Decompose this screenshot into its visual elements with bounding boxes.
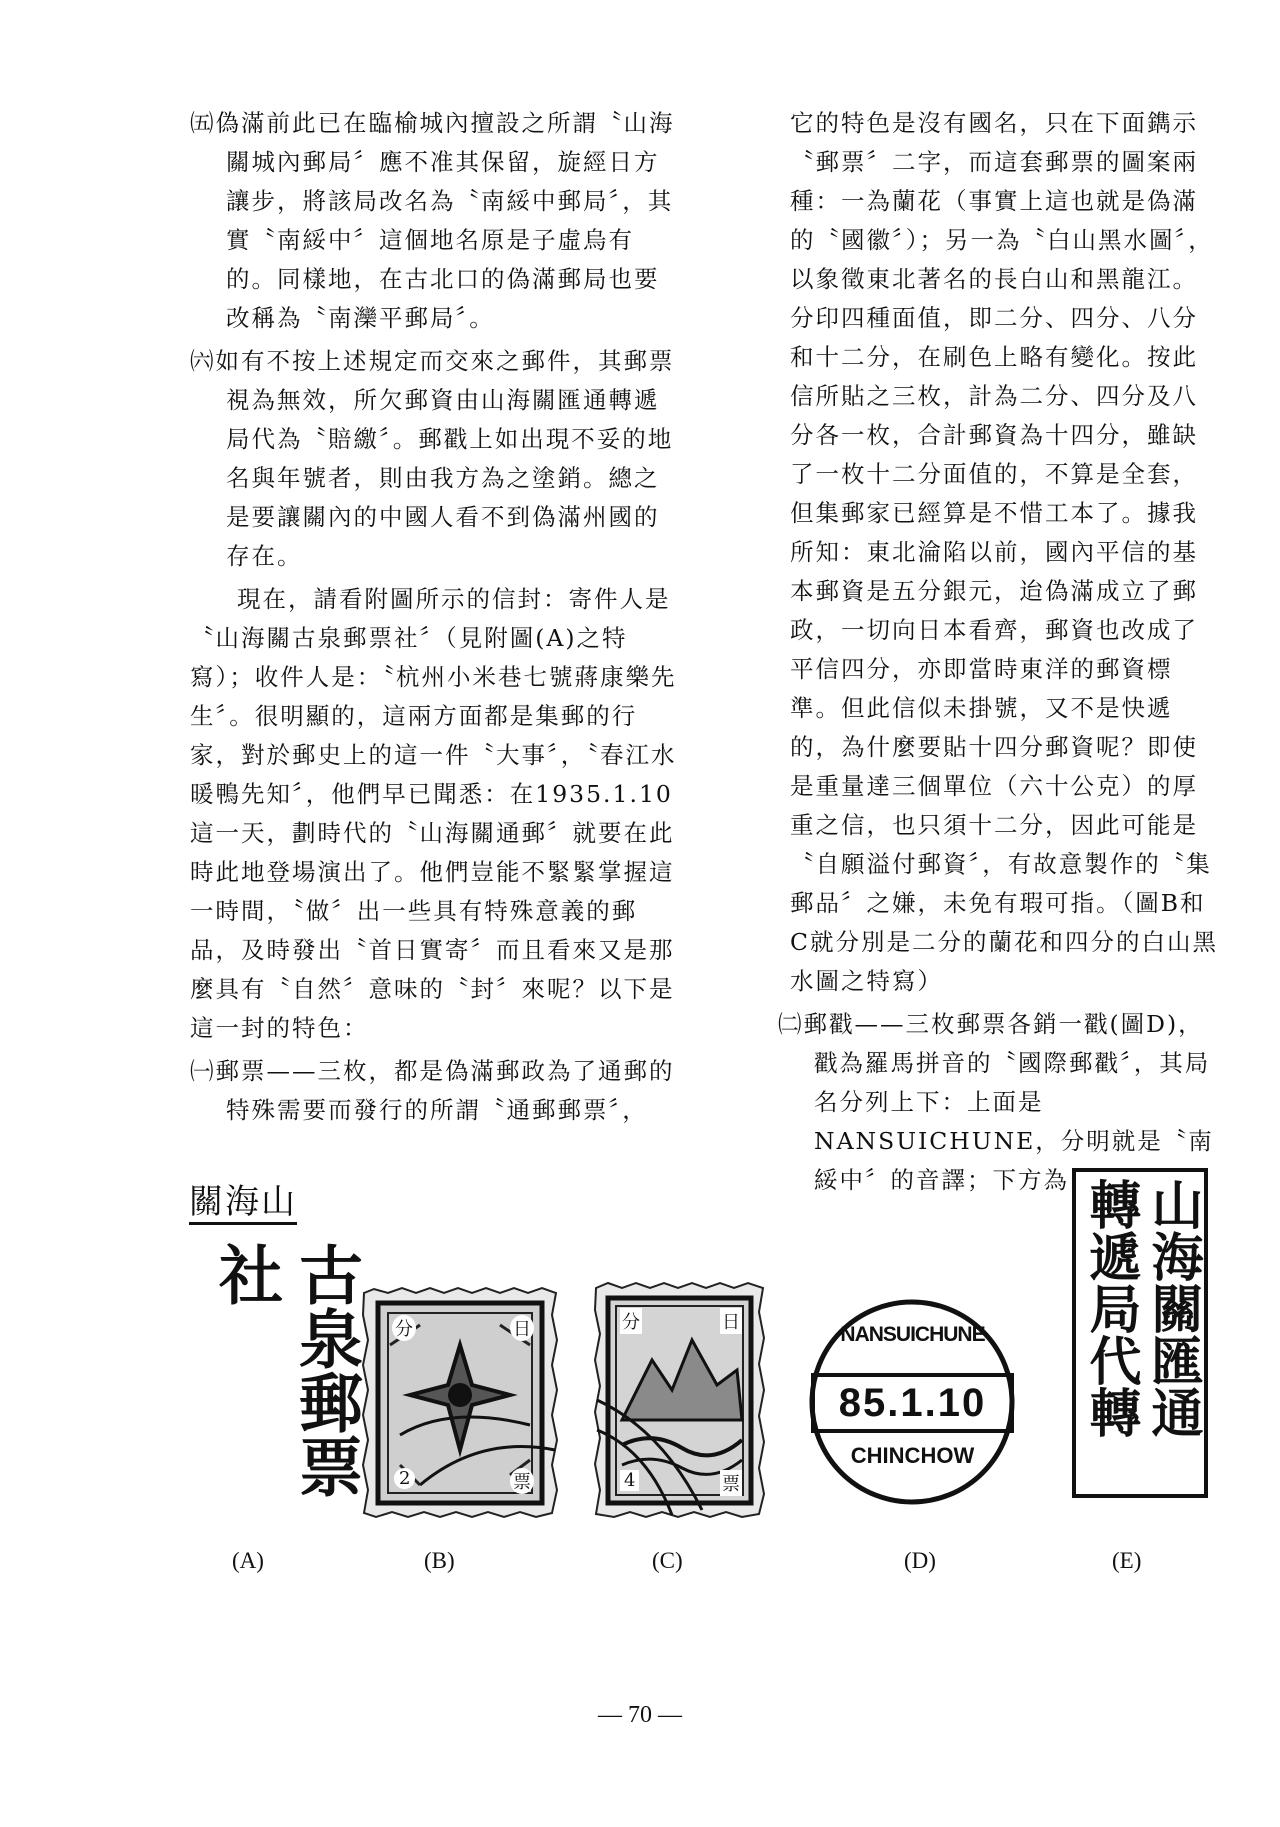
paragraph-envelope: 現在，請看附圖所示的信封：寄件人是〝山海關古泉郵票社〞（見附圖(A)之特寫）；收件人是：〝杭州小米巷七號蔣康樂先生〞。很明顯的，這兩方面都是集郵的行家，對於郵史上的這一件〝大事〞，〝春江水暖鴨先知〞，他們早已聞悉：在1935.1.10這一天，劃時代的〝山海關通郵〞就要在此時此地登場演出了。他們豈能不緊緊掌握這一時間，〝做〞出一些具有特殊意義的郵品，及時發出〝首日實寄〞而且看來又是那麼具有〝自然〞意味的〝封〞來呢？以下是這一封的特色： — [190, 585, 677, 1042]
postmark-top-text: NANSUICHUNE — [840, 1323, 985, 1346]
item-1-stamps: ㈠郵票——三枚，都是偽滿郵政為了通郵的特殊需要而發行的所謂〝通郵郵票〞， — [190, 1057, 675, 1124]
figure-b-orchid-stamp — [360, 1285, 560, 1520]
stamp-c-corner-br: 票 — [720, 1470, 742, 1496]
caption-a: (A) — [232, 1548, 264, 1573]
stamp-b-corner-tr: 日 — [510, 1315, 534, 1341]
item-6: ㈥如有不按上述規定而交來之郵件，其郵票視為無效，所欠郵資由山海關匯通轉遞局代為〝賠繳〞。郵戳上如出現不妥的地名與年號者，則由我方為之塗銷。總之是要讓關內的中國人看不到偽滿州國的存在。 — [190, 347, 675, 570]
right-column — [778, 104, 1223, 1200]
figure-d-postmark — [805, 1295, 1020, 1510]
stamp-c-corner-tr: 日 — [720, 1308, 742, 1334]
caption-e: (E) — [1112, 1548, 1142, 1573]
postmark-date: 85.1.10 — [838, 1381, 987, 1425]
figure-a-sender-chop — [185, 1170, 363, 1550]
paragraph-stamps-continued: 它的特色是沒有國名，只在下面鐫示〝郵票〞二字，而這套郵票的圖案兩種：一為蘭花（事實上這也就是偽滿的〝國徽〞）；另一為〝白山黑水圖〞，以象徵東北著名的長白山和黑龍江。分印四種面值，即二分、四分、八分和十二分，在刷色上略有變化。按此信所貼之三枚，計為二分、四分及八分各一枚，合計郵資為十四分，雖缺了一枚十二分面值的，不算是全套，但集郵家已經算是不惜工本了。據我所知：東北淪陷以前，國內平信的基本郵資是五分銀元，迨偽滿成立了郵政，一切向日本看齊，郵資也改成了平信四分，亦即當時東洋的郵資標準。但此信似未掛號，又不是快遞的，為什麼要貼十四分郵資呢？即使是重量達三個單位（六十公克）的厚重之信，也只須十二分，因此可能是〝自願溢付郵資〞，有故意製作的〝集郵品〞之嫌，未免有瑕可指。（圖B和C就分別是二分的蘭花和四分的白山黑水圖之特寫） — [790, 109, 1218, 995]
chop-top-text: 關海山 — [189, 1182, 297, 1225]
stamp-c-corner-tl: 分 — [620, 1308, 642, 1334]
figure-c-mountain-stamp — [592, 1280, 767, 1520]
stamp-b-corner-tl: 分 — [392, 1315, 416, 1341]
stamp-b-corner-bl: 2 — [394, 1468, 415, 1489]
figure-e-transfer-chop — [1072, 1168, 1207, 1498]
stamp-c-corner-bl: 4 — [620, 1470, 639, 1491]
figure-strip — [0, 1150, 1280, 1580]
postmark-bottom-text: CHINCHOW — [850, 1443, 975, 1468]
page-number: — 70 — — [598, 1702, 682, 1728]
transfer-chop-col-2: 轉遞局代轉 — [1080, 1178, 1141, 1438]
caption-b: (B) — [424, 1548, 455, 1573]
left-column — [190, 104, 680, 1130]
item-5: ㈤偽滿前此已在臨榆城內擅設之所謂〝山海關城內郵局〞應不准其保留，旋經日方讓步，將該局改名為〝南綏中郵局〞，其實〝南綏中〞這個地名原是子虛烏有的。同樣地，在古北口的偽滿郵局也要改稱為〝南灤平郵局〞。 — [190, 109, 675, 332]
chop-main-text: 古泉郵票社 — [208, 1242, 363, 1498]
caption-c: (C) — [652, 1548, 683, 1573]
stamp-b-corner-br: 票 — [510, 1468, 534, 1494]
caption-d: (D) — [904, 1548, 936, 1573]
item-2-postmark: ㈡郵戳——三枚郵票各銷一戳(圖D)，戳為羅馬拼音的〝國際郵戳〞，其局名分列上下：上面是NANSUICHUNE，分明就是〝南綏中〞的音譯；下方為 — [778, 1010, 1214, 1194]
transfer-chop-col-1: 山海關匯通 — [1142, 1178, 1203, 1438]
